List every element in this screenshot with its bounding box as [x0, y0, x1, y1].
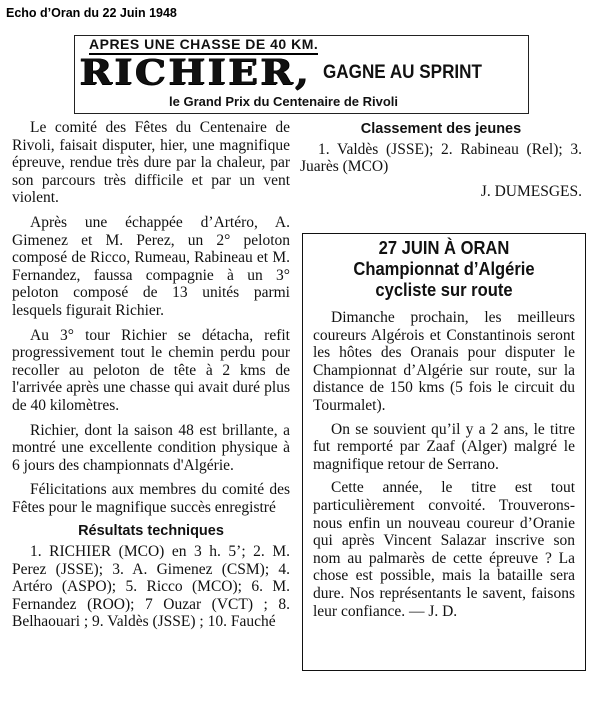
championship-box — [302, 233, 586, 671]
headline-kicker: APRES UNE CHASSE DE 40 KM. — [89, 36, 318, 55]
article-paragraph: Félicitations aux membres du comité des Fêtes pour le magnifique succès enregistré — [12, 481, 290, 516]
box-title-block — [313, 238, 575, 301]
headline-name: RICHIER, — [79, 52, 311, 93]
article-paragraph: Richier, dont la saison 48 est brillante, a montré une excellente condition physique à 6 jours des championnats d'Algérie. — [12, 421, 290, 474]
article-paragraph: Le comité des Fêtes du Centenaire de Rivoli, faisait disputer, hier, une magnifique épreuve, rendue très dure par la chaleur, par son parcours très difficile et par un vent violent. — [12, 119, 290, 207]
headline-name-sub: GAGNE AU SPRINT — [323, 62, 482, 83]
youth-heading: Classement des jeunes — [360, 121, 522, 137]
source-line: Echo d’Oran du 22 Juin 1948 — [6, 6, 177, 20]
results-text: 1. RICHIER (MCO) en 3 h. 5’; 2. M. Perez (JSSE); 3. A. Gimenez (CSM); 4. Artéro (ASPO); 5. Ricco (MCO); 6. M. Fernandez (ROO); 7 Ouzar (VCT) ; 8. Belhaouari ; 9. Valdès (JSSE) ; 10. Fauché — [12, 543, 290, 631]
headline-subhead: le Grand Prix du Centenaire de Rivoli — [169, 94, 399, 109]
box-title-line: Championnat d’Algérie — [353, 259, 535, 279]
article-paragraph: Après une échappée d’Artéro, A. Gimenez et M. Perez, un 2° peloton composé de Ricco, Rumeau, Rabineau et M. Fernandez, faussa compagnie à un 3° peloton composé de 13 unités parmi lesquels figurait Richier. — [12, 213, 290, 319]
signature: J. DUMESGES. — [480, 182, 582, 200]
box-paragraph: On se souvient qu’il y a 2 ans, le titre fut remporté par Zaaf (Alger) malgré le magnifique retour de Serrano. — [313, 420, 575, 473]
youth-text: 1. Valdès (JSSE); 2. Rabineau (Rel); 3. Juarès (MCO) — [300, 140, 582, 176]
box-title-line: cycliste sur route — [375, 280, 513, 300]
results-heading: Résultats techniques — [78, 523, 224, 540]
left-column — [12, 119, 290, 638]
box-title-line: 27 JUIN À ORAN — [378, 238, 510, 258]
headline-box — [74, 35, 529, 114]
box-paragraph: Cette année, le titre est tout particulièrement convoité. Trouverons-nous enfin un nouveau coureur d’Oranie qui après Vincent Salazar inscrive son nom au palmarès de cette épreuve ? La chose est possible, mais la bataille sera dure. Nos représentants le savent, faisons leur confiance. — J. D. — [313, 479, 575, 620]
right-column — [300, 119, 582, 207]
box-paragraph: Dimanche prochain, les meilleurs coureurs Algérois et Constantinois seront les hôtes des Oranais pour disputer le Championnat d’Algérie sur route, sur la distance de 150 kms (5 fois le circuit du Tourmalet). — [313, 309, 575, 414]
article-paragraph: Au 3° tour Richier se détacha, refit progressivement tout le chemin perdu pour recoller au peloton de tête à 2 kms de l'arrivée après une chasse qui avait duré plus de 40 kilomètres. — [12, 326, 290, 414]
